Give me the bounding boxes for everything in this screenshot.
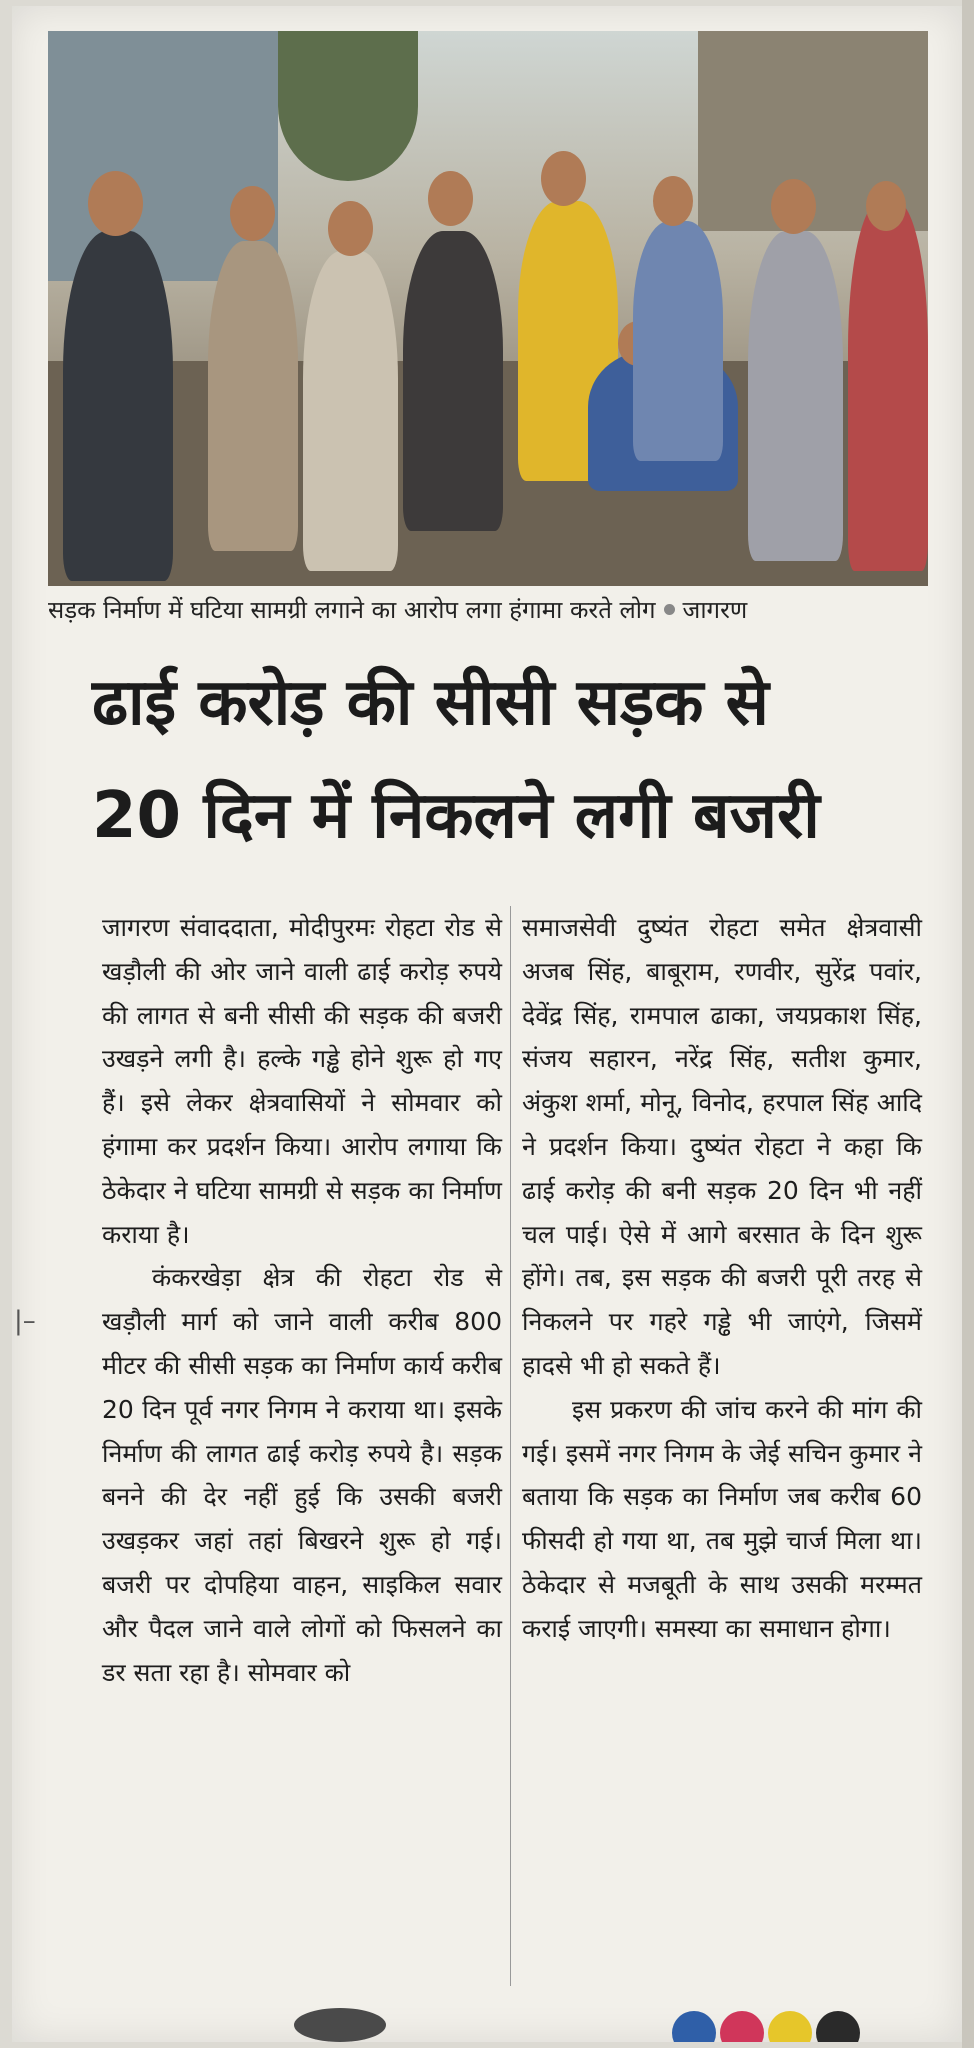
photo-person-head xyxy=(328,201,373,256)
photo-caption xyxy=(48,591,928,627)
article-paragraph: जागरण संवाददाता, मोदीपुरमः रोहटा रोड से खड़ौली की ओर जाने वाली ढाई करोड़ रुपये की लागत से बनी सीसी की सड़क की बजरी उखड़ने लगी है। हल्के गड्ढे होने शुरू हो गए हैं। इसे लेकर क्षेत्रवासियों ने सोमवार को हंगामा कर प्रदर्शन किया। आरोप लगाया कि ठेकेदार ने घटिया सामग्री से सड़क का निर्माण कराया है। xyxy=(102,913,502,1249)
photo-person xyxy=(748,231,843,561)
page-edge xyxy=(962,0,974,2048)
registration-dot xyxy=(816,2011,860,2042)
photo-person xyxy=(208,241,298,551)
photo-person xyxy=(633,221,723,461)
news-photo xyxy=(48,31,928,586)
photo-person-head xyxy=(230,186,275,241)
photo-credit: जागरण xyxy=(682,595,748,624)
photo-person-head xyxy=(428,171,473,226)
headline-line-2: 20 दिन में निकलने लगी बजरी xyxy=(92,779,820,853)
color-registration-marks xyxy=(672,2011,860,2042)
photo-person-head xyxy=(88,171,143,236)
photo-person xyxy=(303,251,398,571)
photo-tree xyxy=(278,31,418,181)
photo-person-head xyxy=(653,176,693,226)
photo-person-head xyxy=(866,181,906,231)
registration-dot xyxy=(720,2011,764,2042)
headline-line-1: ढाई करोड़ की सीसी सड़क से xyxy=(92,666,769,740)
article-paragraph: कंकरखेड़ा क्षेत्र की रोहटा रोड से खड़ौली मार्ग को जाने वाली करीब 800 मीटर की सीसी सड़क का निर्माण कार्य करीब 20 दिन पूर्व नगर निगम ने कराया था। इसके निर्माण की लागत ढाई करोड़ रुपये है। सड़क बनने की देर नहीं हुई कि उसकी बजरी उखड़कर जहां तहां बिखरने शुरू हो गई। बजरी पर दोपहिया वाहन, साइकिल सवार और पैदल जाने वाले लोगों को फिसलने का डर सता रहा है। सोमवार को xyxy=(102,1263,502,1687)
article-paragraph: इस प्रकरण की जांच करने की मांग की गई। इसमें नगर निगम के जेई सचिन कुमार ने बताया कि सड़क का निर्माण जब करीब 60 फीसदी हो गया था, तब मुझे चार्ज मिला था। ठेकेदार से मजबूती के साथ उसकी मरम्मत कराई जाएगी। समस्या का समाधान होगा। xyxy=(522,1394,922,1643)
column-divider xyxy=(510,906,511,1986)
article-column-right xyxy=(522,906,922,1651)
photo-person xyxy=(848,201,928,571)
caption-separator-dot xyxy=(664,604,675,615)
photo-person-head xyxy=(771,179,816,234)
print-mark-oval xyxy=(294,2008,386,2042)
article-paragraph: समाजसेवी दुष्यंत रोहटा समेत क्षेत्रवासी अजब सिंह, बाबूराम, रणवीर, सुरेंद्र पवांर, देवेंद्र सिंह, रामपाल ढाका, जयप्रकाश सिंह, संजय सहारन, नरेंद्र सिंह, सतीश कुमार, अंकुश शर्मा, मोनू, विनोद, हरपाल सिंह आदि ने प्रदर्शन किया। दुष्यंत रोहटा ने कहा कि ढाई करोड़ की बनी सड़क 20 दिन भी नहीं चल पाई। ऐसे में आगे बरसात के दिन शुरू होंगे। तब, इस सड़क की बजरी पूरी तरह से निकलने पर गहरे गड्ढे भी जाएंगे, जिसमें हादसे भी हो सकते हैं। xyxy=(522,913,922,1380)
photo-person xyxy=(403,231,503,531)
margin-mark: |– xyxy=(14,1306,36,1336)
caption-text: सड़क निर्माण में घटिया सामग्री लगाने का आरोप लगा हंगामा करते लोग xyxy=(48,595,656,624)
article-column-left xyxy=(102,906,502,1694)
newspaper-page xyxy=(12,6,962,2042)
photo-person-head xyxy=(541,151,586,206)
photo-person xyxy=(63,231,173,581)
registration-dot xyxy=(768,2011,812,2042)
registration-dot xyxy=(672,2011,716,2042)
